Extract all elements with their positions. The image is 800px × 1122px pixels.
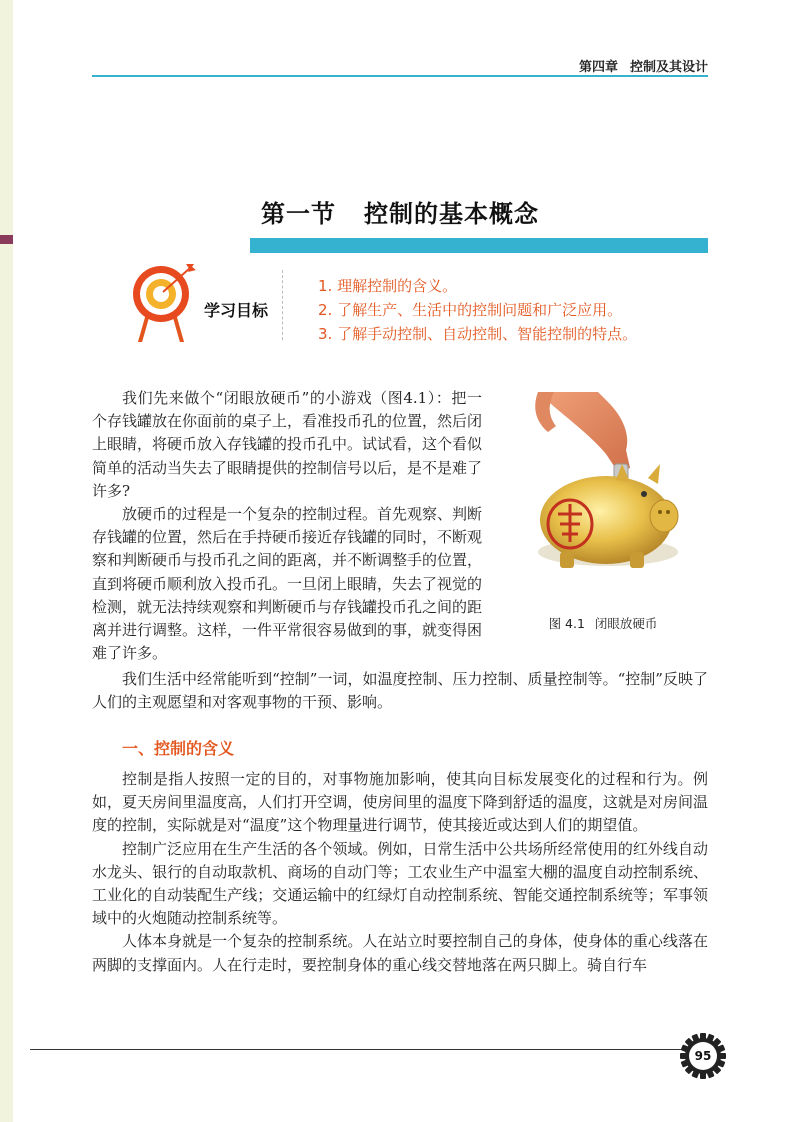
section-name: 控制的基本概念 xyxy=(364,200,539,228)
section-number: 第一节 xyxy=(261,200,336,228)
body-paragraph: 我们生活中经常能听到“控制”一词，如温度控制、压力控制、质量控制等。“控制”反映了人们的主观愿望和对客观事物的干预、影响。 xyxy=(92,670,708,712)
footer-rule xyxy=(30,1049,685,1050)
figure-caption xyxy=(498,614,708,632)
chapter-number: 第四章 xyxy=(578,60,618,75)
body-paragraph: 人体本身就是一个复杂的控制系统。人在站立时要控制自己的身体，使身体的重心线落在两脚的支撑面内。人在行走时，要控制身体的重心线交替地落在两只脚上。骑自行车 xyxy=(92,932,708,974)
page-edge-marker xyxy=(0,235,13,244)
intro-paragraph: 放硬币的过程是一个复杂的控制过程。首先观察、判断存钱罐的位置，然后在手持硬币接近存钱罐的同时，不断观察和判断硬币与投币孔之间的距离，并不断调整手的位置，直到将硬币顺利放入投币孔。一旦闭上眼睛，失去了视觉的检测，就无法持续观察和判断硬币与存钱罐投币孔之间的距离并进行调整。这样，一件平常很容易做到的事，就变得困难了许多。 xyxy=(92,505,483,663)
section-title xyxy=(0,194,800,229)
section-body xyxy=(92,768,708,977)
page-edge-strip xyxy=(0,0,13,1122)
body-paragraph: 控制是指人按照一定的目的，对事物施加影响，使其向目标发展变化的过程和行为。例如，夏天房间里温度高，人们打开空调，使房间里的温度下降到舒适的温度，这就是对房间温度的控制，实际就是对“温度”这个物理量进行调节，使其接近或达到人们的期望值。 xyxy=(92,770,708,835)
title-underline-bar xyxy=(250,238,708,253)
objectives-label: 学习目标 xyxy=(204,301,269,320)
figure-caption-text: 闭眼放硬币 xyxy=(594,616,658,631)
piggy-bank-figure xyxy=(498,392,708,592)
objective-item: 2. 了解生产、生活中的控制问题和广泛应用。 xyxy=(318,301,623,319)
figure-label: 图 4.1 xyxy=(548,616,585,631)
intro-column xyxy=(92,387,482,665)
running-header xyxy=(579,56,708,75)
chapter-title: 控制及其设计 xyxy=(629,60,708,75)
page-number: 95 xyxy=(694,1049,712,1063)
objective-item: 1. 理解控制的含义。 xyxy=(318,277,458,295)
target-icon xyxy=(128,262,198,342)
objectives-list xyxy=(318,274,637,346)
subheading: 一、控制的含义 xyxy=(122,739,235,758)
full-width-paragraph xyxy=(92,668,708,714)
header-rule xyxy=(92,75,708,77)
objective-item: 3. 了解手动控制、自动控制、智能控制的特点。 xyxy=(318,325,638,343)
objectives-divider xyxy=(282,270,284,340)
intro-paragraph: 我们先来做个“闭眼放硬币”的小游戏（图4.1）：把一个存钱罐放在你面前的桌子上，看准投币孔的位置，然后闭上眼睛，将硬币放入存钱罐的投币孔中。试试看，这个看似简单的活动当失去了眼睛提供的控制信号以后，是不是难了许多? xyxy=(92,389,483,500)
body-paragraph: 控制广泛应用在生产生活的各个领域。例如，日常生活中公共场所经常使用的红外线自动水龙头、银行的自动取款机、商场的自动门等；工农业生产中温室大棚的温度自动控制系统、工业化的自动装配生产线；交通运输中的红绿灯自动控制系统、智能交通控制系统等；军事领域中的火炮随动控制系统等。 xyxy=(92,839,708,928)
